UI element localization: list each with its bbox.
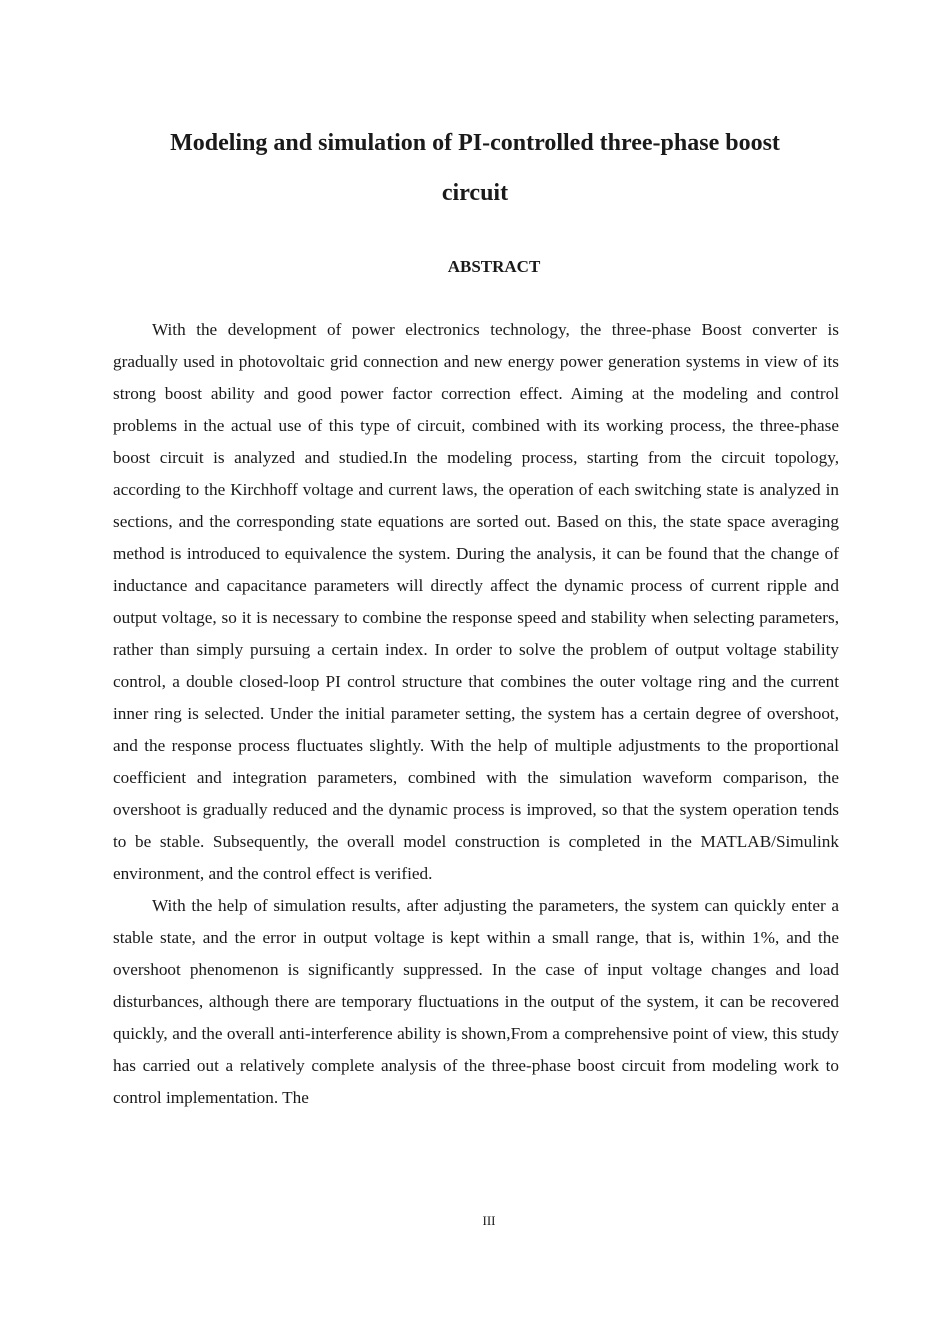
abstract-paragraph-2: With the help of simulation results, after adjusting the parameters, the system can quickly enter a stable state, and the error in output voltage is kept within a small range, that is, within 1%, and the overshoot phenomenon is significantly suppressed. In the case of input voltage changes and load disturbances, although there are temporary fluctuations in the output of the system, it can be recovered quickly, and the overall anti-interference ability is shown,From a comprehensive point of view, this study has carried out a relatively complete analysis of the three-phase boost circuit from modeling work to control implementation. The <box>113 896 839 1107</box>
title-line-1: Modeling and simulation of PI-controlled three-phase boost <box>170 130 780 156</box>
abstract-heading: ABSTRACT <box>447 257 541 276</box>
abstract-body <box>113 314 839 1114</box>
abstract-paragraph-1: With the development of power electronics technology, the three-phase Boost converter is gradually used in photovoltaic grid connection and new energy power generation systems in view of its strong boost ability and good power factor correction effect. Aiming at the modeling and control problems in the actual use of this type of circuit, combined with its working process, the three-phase boost circuit is analyzed and studied.In the modeling process, starting from the circuit topology, according to the Kirchhoff voltage and current laws, the operation of each switching state is analyzed in sections, and the corresponding state equations are sorted out. Based on this, the state space averaging method is introduced to equivalence the system. During the analysis, it can be found that the change of inductance and capacitance parameters will directly affect the dynamic process of current ripple and output voltage, so it is necessary to combine the response speed and stability when selecting parameters, rather than simply pursuing a certain index. In order to solve the problem of output voltage stability control, a double closed-loop PI control structure that combines the outer voltage ring and the current inner ring is selected. Under the initial parameter setting, the system has a certain degree of overshoot, and the response process fluctuates slightly. With the help of multiple adjustments to the proportional coefficient and integration parameters, combined with the simulation waveform comparison, the overshoot is gradually reduced and the dynamic process is improved, so that the system operation tends to be stable. Subsequently, the overall model construction is completed in the MATLAB/Simulink environment, and the control effect is verified. <box>113 320 839 883</box>
document-title <box>113 118 837 218</box>
page-number: III <box>482 1213 496 1228</box>
title-line-2: circuit <box>441 180 509 206</box>
